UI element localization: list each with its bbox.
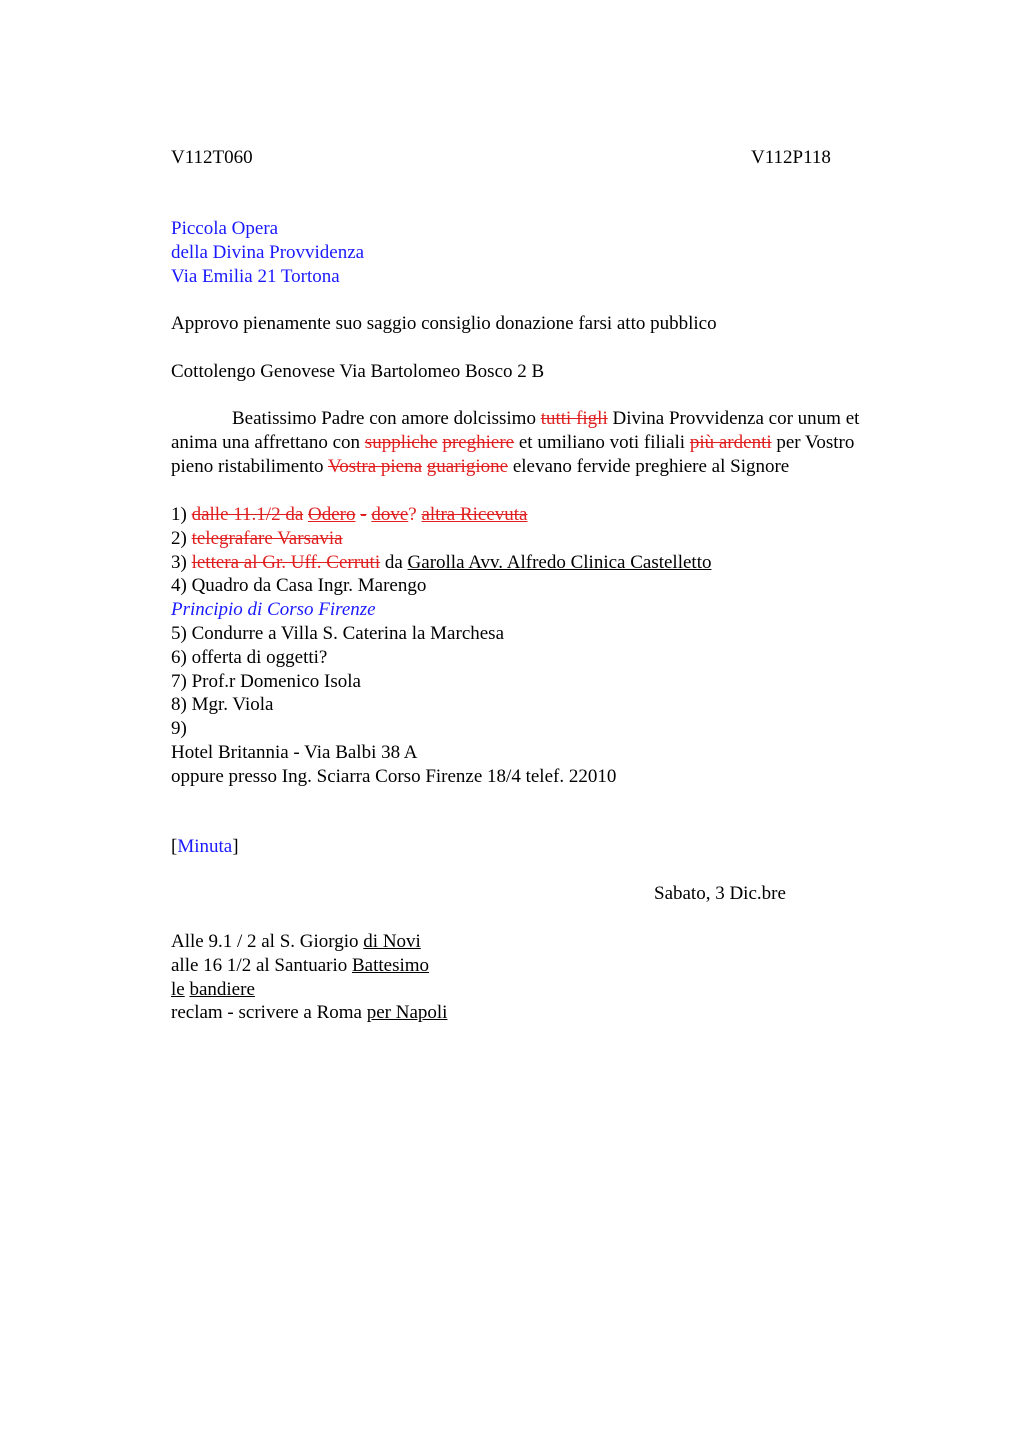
- bracket-close: ]: [232, 836, 239, 857]
- list-item-3: [171, 551, 711, 575]
- list-item-6: 6) offerta di oggetti?: [171, 646, 328, 668]
- header-right-code: V112P118: [751, 147, 831, 168]
- list-number: 3): [171, 551, 187, 573]
- list-item-8: 8) Mgr. Viola: [171, 694, 274, 716]
- letter-line-1: [171, 407, 859, 431]
- note-text: alle 16 1/2 al Santuario: [171, 954, 348, 976]
- list-item-4: 4) Quadro da Casa Ingr. Marengo: [171, 575, 427, 597]
- deleted-text: preghiere: [442, 431, 515, 453]
- minuta-label: [171, 835, 239, 859]
- deleted-text: Vostra piena: [327, 455, 423, 477]
- deleted-text: Odero: [308, 504, 356, 525]
- letter-text: pieno ristabilimento: [171, 455, 324, 477]
- letter-text: Divina Provvidenza cor unum et: [612, 408, 860, 429]
- deleted-text: ?: [408, 504, 417, 525]
- letter-paragraph: [171, 407, 859, 478]
- address-line-1: Piccola Opera: [171, 218, 279, 239]
- deleted-text: lettera al Gr. Uff. Cerruti: [191, 551, 381, 573]
- note-line-1: [171, 930, 447, 954]
- deleted-text: suppliche: [364, 431, 438, 453]
- bracket-open: [: [171, 836, 178, 857]
- letter-line-2: [171, 431, 859, 455]
- underlined-text: bandiere: [189, 978, 255, 1000]
- approval-line: Approvo pienamente suo saggio consiglio donazione farsi atto pubblico: [171, 313, 717, 334]
- underlined-text: le: [171, 978, 185, 1000]
- address-line-2: della Divina Provvidenza: [171, 241, 365, 263]
- deleted-text: più ardenti: [689, 431, 772, 453]
- minuta-text: Minuta: [177, 836, 233, 857]
- letter-text: et umiliano voti filiali: [518, 431, 686, 453]
- letter-text: anima una affrettano con: [171, 431, 361, 453]
- list-note: Principio di Corso Firenze: [171, 599, 376, 621]
- notes-block: [171, 930, 447, 1025]
- header-left-code: V112T060: [171, 147, 253, 168]
- date-line: Sabato, 3 Dic.bre: [654, 883, 786, 904]
- list-text: da: [384, 551, 403, 573]
- deleted-text: telegrafare Varsavia: [191, 527, 343, 549]
- underlined-text: di Novi: [363, 931, 421, 952]
- oppure-line: oppure presso Ing. Sciarra Corso Firenze 18/4 telef. 22010: [171, 765, 617, 787]
- address-block: [171, 217, 364, 288]
- deleted-text: altra Ricevuta: [421, 504, 528, 525]
- letter-text: per Vostro: [776, 431, 855, 453]
- list-number: 2): [171, 527, 187, 549]
- note-text: reclam - scrivere a Roma: [171, 1002, 362, 1024]
- deleted-text: dove: [371, 504, 409, 525]
- underlined-text: Garolla Avv. Alfredo Clinica Castelletto: [407, 551, 712, 573]
- list-number: 1): [171, 504, 187, 525]
- deleted-text: dalle 11.1/2 da: [191, 504, 304, 525]
- letter-text: Beatissimo Padre con amore dolcissimo: [232, 408, 536, 429]
- deleted-text: -: [360, 504, 367, 525]
- note-line-2: [171, 954, 447, 978]
- list-item-7: 7) Prof.r Domenico Isola: [171, 670, 361, 692]
- address-line-3: Via Emilia 21 Tortona: [171, 265, 340, 287]
- underlined-text: Battesimo: [351, 954, 430, 976]
- list-item-9: 9): [171, 718, 187, 740]
- numbered-list: [171, 503, 711, 789]
- list-item-1: [171, 503, 711, 527]
- cottolengo-line: Cottolengo Genovese Via Bartolomeo Bosco 2 B: [171, 361, 545, 382]
- hotel-line: Hotel Britannia - Via Balbi 38 A: [171, 741, 418, 763]
- note-line-3: [171, 978, 447, 1002]
- list-item-5: 5) Condurre a Villa S. Caterina la Marchesa: [171, 622, 505, 644]
- deleted-text: guarigione: [426, 455, 509, 477]
- letter-line-3: [171, 455, 859, 479]
- note-text: Alle 9.1 / 2 al S. Giorgio: [171, 931, 359, 952]
- deleted-text: tutti figli: [540, 408, 608, 429]
- underlined-text: per Napoli: [366, 1002, 448, 1024]
- letter-text: elevano fervide preghiere al Signore: [512, 455, 790, 477]
- note-line-4: [171, 1001, 447, 1025]
- list-item-2: [171, 527, 711, 551]
